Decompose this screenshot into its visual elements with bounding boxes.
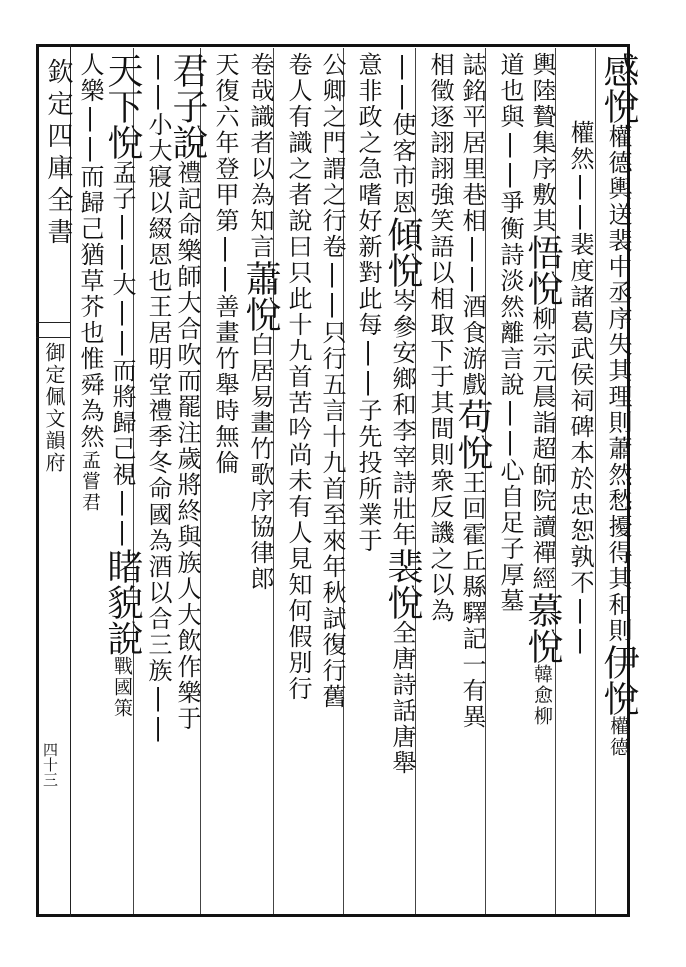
column-text: 卷哉識者以為知言 [246,52,274,260]
column-text: 子厚墓 [496,536,524,614]
column-text: 禮記命樂師大合吹而罷注歲將終與族人大飲作樂于 [173,160,201,732]
entry-heading: 悟悅 [522,234,563,306]
series-title: 欽定四庫全書 [43,58,73,250]
entry-heading: 睹貌說 [102,548,143,656]
column-text: 于其間則衆反譏之以為 [426,364,454,624]
column-text: ||小 [144,52,172,138]
entry-heading: 蕭悅 [240,260,281,332]
column-text: 權德輿送裴中丞序失其理則蕭然愁擾得其和則 [604,124,632,644]
column-text: 大寢以綴恩也王居明堂禮季冬命國為酒以合三族|| [144,138,172,744]
column-text: 子先投所業于 [354,398,382,554]
entry-heading: 裴悅 [382,548,423,620]
column-text: 意非政之急 [354,52,382,182]
entry-heading: 人樂 [76,52,104,104]
text-column [276,52,320,912]
column-text: 柳宗元晨詣超師院讀禪經 [528,306,556,592]
column-text: 嗜好新對此每|| [354,182,382,398]
page-number: 四十三 [41,742,59,787]
text-column [558,120,602,910]
text-column [203,52,247,912]
entry-heading: 伊悅 [598,644,639,716]
fold-marker [36,322,70,338]
text-column [418,52,462,912]
entry-heading: 輿陸贄 [528,52,556,130]
entry-heading: 君子說 [167,52,208,160]
column-text: 詩淡然離言說||心自足 [496,242,524,536]
book-title: 御定佩文韻府 [42,342,66,474]
column-text: ||使客市恩 [388,52,416,216]
entry-heading: 天下悅 [102,52,143,160]
column-text: 集序敷其 [528,130,556,234]
entry-heading: 感悅 [598,52,639,124]
column-text: ||而歸己猶草芥也惟舜為然 [76,104,104,450]
entry-heading: 傾悅 [382,216,423,288]
column-text: 相徵逐詡詡強笑語以相取下 [426,52,454,364]
column-text: 孟子||大||而將歸己視|| [108,160,136,548]
column-note: 孟嘗君 [79,450,101,513]
column-text: 岑參安鄉和李宰詩壯年 [388,288,416,548]
column-text: 卷人有識之者說曰只此十九首苦吟尚未有人見知何假別行 [284,52,312,702]
text-column [596,52,640,912]
text-column [488,52,532,912]
column-text: 白居易畫竹歌序協律郎 [246,332,274,592]
column-text: 全唐詩話唐舉 [388,620,416,776]
entry-heading: 慕悅 [522,592,563,664]
entry-heading: 苟悅 [452,398,493,470]
column-note: 戰國策 [111,656,133,719]
column-text: 權然||裴度諸葛武侯祠碑本於忠恕孰不|| [566,120,594,656]
column-text: 公卿之門謂之行卷||只行五言十九首至來年秋試復行舊 [318,52,346,710]
entry-heading: 道也與 [496,52,524,130]
column-text: 王回霍丘縣驛記一有異 [458,470,486,730]
column-text: 誌銘平居里巷相||酒食游戲 [458,52,486,398]
column-text: ||爭衡 [496,130,524,242]
column-note: 韓愈柳 [531,664,553,727]
column-text: ||善畫竹舉時無倫 [211,234,239,476]
text-column [68,52,112,912]
column-text: 天復六年登甲第 [211,52,239,234]
column-note: 權德 [607,716,629,758]
